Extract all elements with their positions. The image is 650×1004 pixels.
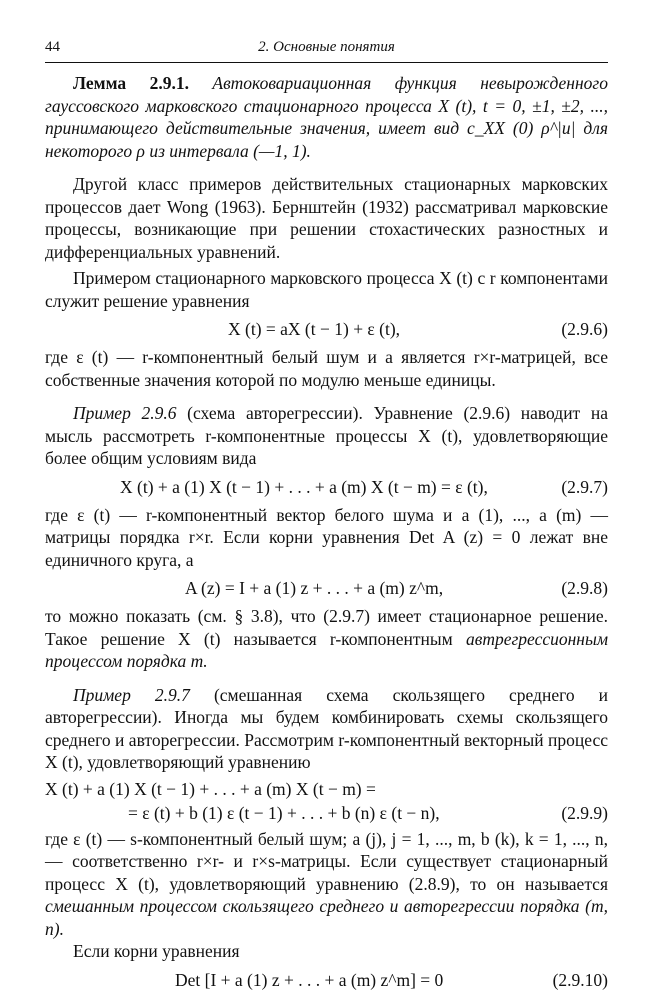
- example-2-9-6: [45, 402, 608, 470]
- equation-formula: Det [I + a (1) z + . . . + a (m) z^m] = 0: [175, 969, 444, 990]
- equation-number: (2.9.7): [561, 476, 608, 497]
- paragraph-wong: Другой класс примеров действительных стационарных марковских процессов дает Wong (1963). Бернштейн (1932) рассматривал марковские процессы, возникающие при решении стохастических разностных и дифференциальных уравнений.: [45, 174, 608, 262]
- lemma-text: Автоковариационная функция невырожденного гауссовского марковского стационарного процесса X (t), t = 0, ±1, ±2, ..., принимающего действительные значения, имеет вид c_XX (0) ρ^|u| для некоторого ρ из интервала (—1, 1).: [45, 73, 608, 161]
- page-body: [45, 72, 608, 997]
- equation-2-9-9: [45, 776, 608, 828]
- paragraph-stationary-solution: [45, 605, 608, 673]
- text-main: то можно показать (см. § 3.8), что (2.9.7) имеет стационарное решение. Такое решение X (t) называется r-компонентным: [45, 606, 608, 649]
- paragraph-if-roots: Если корни уравнения: [73, 941, 240, 961]
- example-label: Пример 2.9.7: [73, 684, 190, 705]
- example-text: (смешанная схема скользящего среднего и авторегрессии). Иногда мы будем комбинировать схемы скользящего среднего и авторегрессии. Рассмотрим r-компонентный векторный процесс X (t), удовлетворяющий уравнению: [45, 684, 609, 772]
- text-main: где ε (t) — s-компонентный белый шум; a (j), j = 1, ..., m, b (k), k = 1, ..., n, — соответственно r×r- и r×s-матрицы. Если существует стационарный процесс X (t), удовлетворяющий уравнению (2.8.9), то он называется: [45, 828, 608, 894]
- paragraph-mixed-process: [45, 828, 608, 941]
- equation-number: (2.9.10): [552, 969, 608, 990]
- text-term: смешанным процессом скользящего среднего и авторегрессии порядка (m, n).: [45, 896, 608, 939]
- equation-number: (2.9.6): [561, 319, 608, 339]
- equation-2-9-10: [45, 963, 608, 997]
- page-header: [45, 38, 608, 63]
- equation-formula: A (z) = I + a (1) z + . . . + a (m) z^m,: [185, 578, 444, 598]
- example-text: (схема авторегрессии). Уравнение (2.9.6) наводит на мысль рассмотреть r-компонентные процессы X (t), удовлетворяющие более общим условиям вида: [45, 403, 608, 468]
- equation-number: (2.9.8): [561, 578, 608, 598]
- example-label: Пример 2.9.6: [73, 403, 177, 423]
- example-2-9-7: [45, 684, 608, 774]
- paragraph-roots: где ε (t) — r-компонентный вектор белого шума и a (1), ..., a (m) — матрицы порядка r×r. Если корни уравнения Det A (z) = 0 лежат вне единичного круга, а: [45, 504, 608, 570]
- equation-2-9-7: [45, 470, 608, 504]
- equation-line-1: X (t) + a (1) X (t − 1) + . . . + a (m) X (t − m) =: [45, 778, 376, 799]
- lemma-2-9-1: [45, 72, 608, 162]
- equation-formula: X (t) = aX (t − 1) + ε (t),: [228, 319, 401, 339]
- paragraph-white-noise: где ε (t) — r-компонентный белый шум и a является r×r-матрицей, все собственные значения которой по модулю меньше единицы.: [45, 347, 608, 390]
- page-number: 44: [45, 39, 60, 55]
- equation-formula: X (t) + a (1) X (t − 1) + . . . + a (m) X (t − m) = ε (t),: [120, 476, 488, 497]
- lemma-label: Лемма 2.9.1.: [73, 73, 189, 93]
- text-term: автрегрессионным процессом порядка m.: [45, 628, 609, 671]
- paragraph-markov-example: Примером стационарного марковского процесса X (t) с r компонентами служит решение уравнения: [45, 268, 608, 311]
- running-head: 2. Основные понятия: [258, 39, 395, 55]
- equation-2-9-6: [45, 312, 608, 346]
- equation-2-9-8: [45, 571, 608, 605]
- equation-number: (2.9.9): [561, 802, 608, 823]
- equation-line-2: = ε (t) + b (1) ε (t − 1) + . . . + b (n) ε (t − n),: [128, 802, 440, 823]
